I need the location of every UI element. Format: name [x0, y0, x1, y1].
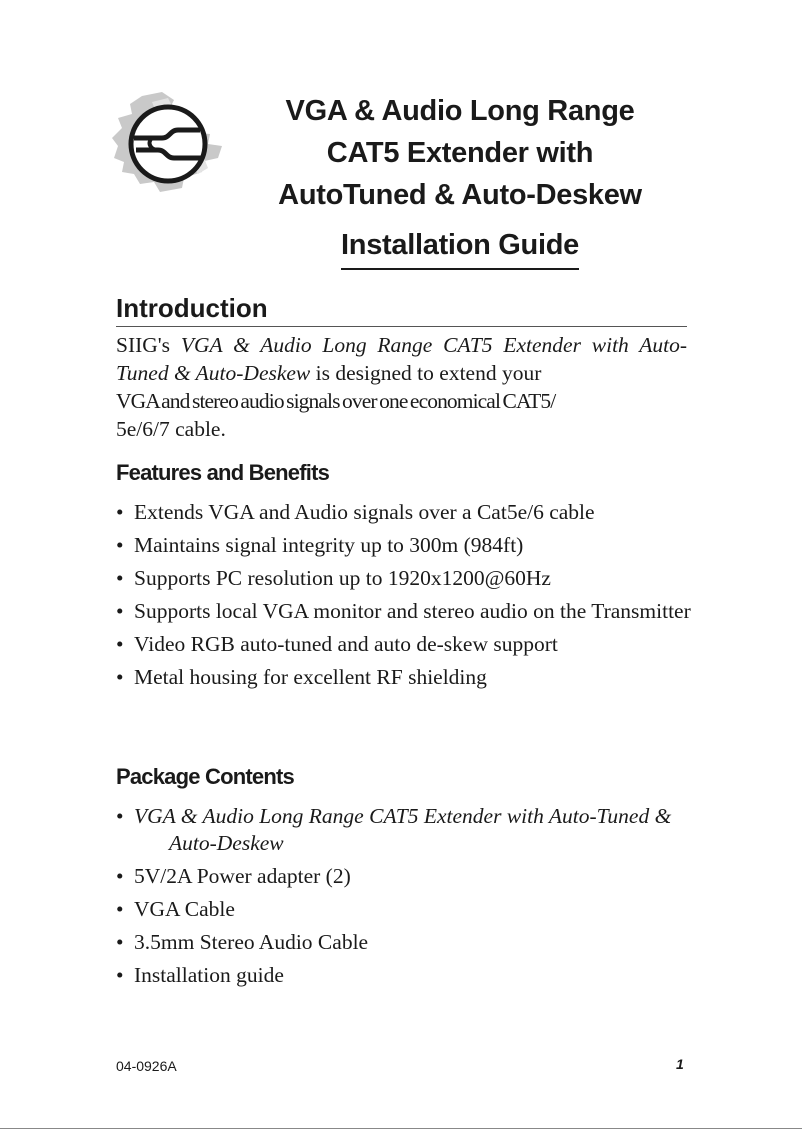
intro-product-name: VGA & Audio Long Range CAT5 Extender with Auto-Tuned & Auto-Deskew: [116, 333, 687, 385]
list-item: • Maintains signal integrity up to 300m (984ft): [116, 533, 524, 557]
document-number: 04-0926A: [116, 1058, 177, 1074]
package-list: [116, 803, 687, 989]
intro-text-suffix: is designed to extend your: [310, 361, 542, 385]
page-bottom-rule: [0, 1128, 802, 1129]
title-line-3: AutoTuned & Auto-Deskew: [278, 179, 642, 211]
list-item: • Video RGB auto-tuned and auto de-skew support: [116, 632, 558, 656]
title-block: [250, 90, 670, 270]
introduction-heading: Introduction: [116, 292, 687, 327]
package-heading: Package Contents: [116, 764, 294, 789]
siig-logo-icon: [112, 92, 224, 192]
introduction-section: [116, 292, 687, 443]
package-section: [116, 763, 687, 995]
features-heading: Features and Benefits: [116, 460, 330, 485]
features-section: [116, 459, 691, 697]
list-item: • Extends VGA and Audio signals over a Cat5e/6 cable: [116, 500, 595, 524]
list-item: • Installation guide: [116, 963, 284, 987]
document-subtitle: Installation Guide: [341, 226, 579, 270]
title-line-1: VGA & Audio Long Range: [285, 95, 635, 127]
list-item: • Metal housing for excellent RF shielding: [116, 665, 487, 689]
list-item: • 3.5mm Stereo Audio Cable: [116, 930, 369, 954]
list-item: • Supports PC resolution up to 1920x1200@60Hz: [116, 566, 551, 590]
features-list: [116, 499, 691, 691]
title-line-2: CAT5 Extender with: [326, 137, 594, 169]
intro-text-prefix: SIIG's: [116, 333, 181, 357]
list-item: • 5V/2A Power adapter (2): [116, 864, 351, 888]
list-item: • VGA & Audio Long Range CAT5 Extender with Auto-Tuned & Auto-Deskew: [116, 804, 672, 855]
intro-text-line4: 5e/6/7 cable.: [116, 417, 226, 441]
list-item: • VGA Cable: [116, 897, 235, 921]
page-number: 1: [676, 1056, 684, 1072]
introduction-paragraph: [116, 331, 687, 443]
list-item: • Supports local VGA monitor and stereo audio on the Transmitter: [116, 599, 691, 623]
intro-text-line3: VGA and stereo audio signals over one economical CAT5/: [116, 389, 556, 413]
